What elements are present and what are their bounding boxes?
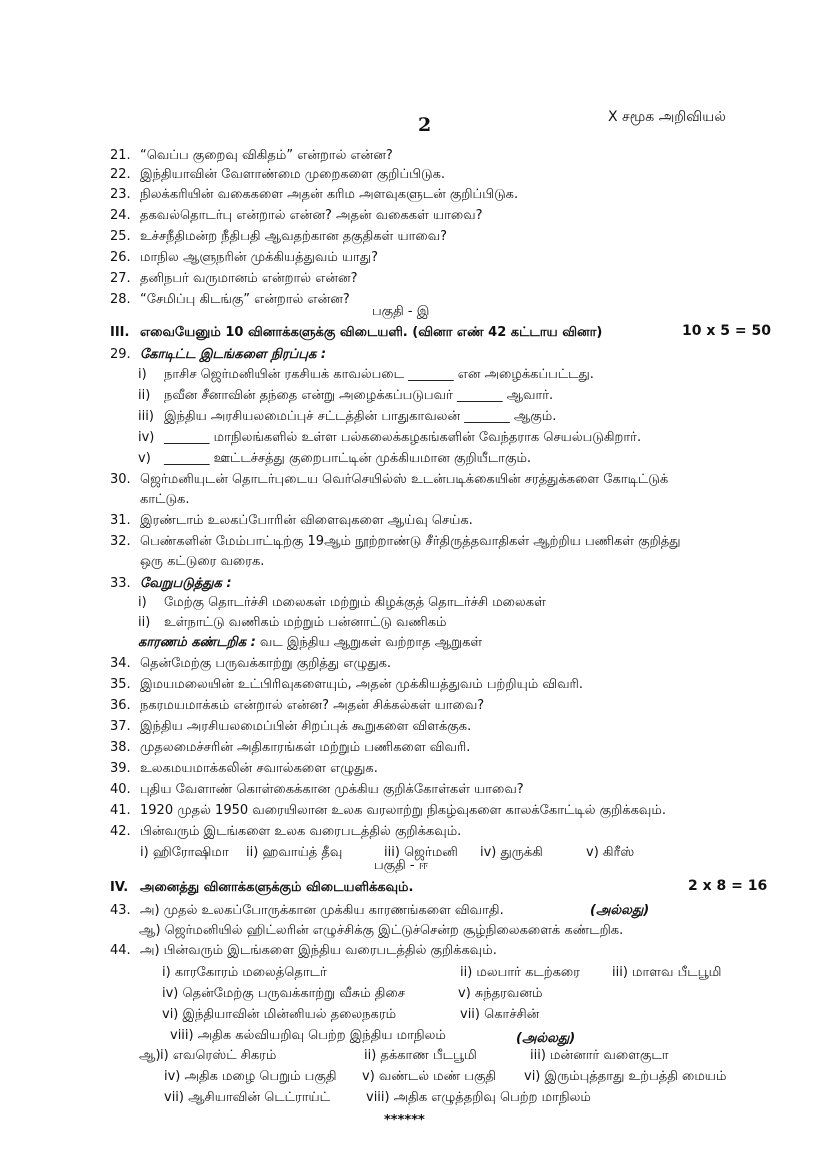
question-37: 37. இந்திய அரசியலமைப்பின் சிறப்புக் கூறுகளை விளக்குக.	[110, 719, 472, 734]
question-29: 29. கோடிட்ட இடங்களை நிரப்புக :	[110, 347, 327, 362]
q29-item-3: iii) இந்திய அரசியலமைப்புச் சட்டத்தின் பாதுகாவலன் _______ ஆகும்.	[138, 409, 557, 424]
q29-item-1: i) நாசிச ஜெர்மனியின் ரகசியக் காவல்படை _______ என அழைக்கப்பட்டது.	[138, 367, 594, 382]
q44b-item-5: v) வண்டல் மண் பகுதி	[362, 1069, 497, 1084]
subject-title: X சமூக அறிவியல்	[608, 109, 726, 125]
question-25: 25. உச்சநீதிமன்ற நீதிபதி ஆவதற்கான தகுதிகள் யாவை?	[110, 229, 448, 244]
q42-place-4: iv) துருக்கி	[480, 845, 543, 860]
q44b-item-1: i) எவரெஸ்ட் சிகரம்	[160, 1048, 277, 1063]
question-43b: ஆ) ஜெர்மனியில் ஹிட்லரின் எழுச்சிக்கு இட்டுச்சென்ற சூழ்நிலைகளைக் கண்டறிக.	[139, 923, 624, 938]
q44b-item-2: ii) தக்காண பீடபூமி	[364, 1048, 477, 1063]
q42-place-2: ii) ஹவாய்த் தீவு	[246, 845, 343, 860]
part3-marks: 10 x 5 = 50	[682, 323, 771, 339]
q42-place-3: iii) ஜெர்மனி	[384, 845, 458, 860]
footer-stars: ******	[384, 1113, 425, 1128]
part3-heading: பகுதி - இ	[372, 304, 430, 319]
question-38: 38. முதலமைச்சரின் அதிகாரங்கள் மற்றும் பணிகளை விவரி.	[110, 740, 471, 755]
q44b-item-8: viii) அதிக எழுத்தறிவு பெற்ற மாநிலம்	[366, 1090, 591, 1105]
question-41: 41. 1920 முதல் 1950 வரையிலான உலக வரலாற்று நிகழ்வுகளை காலக்கோட்டில் குறிக்கவும்.	[110, 803, 666, 818]
question-35: 35. இமயமலையின் உட்பிரிவுகளையும், அதன் முக்கியத்துவம் பற்றியும் விவரி.	[110, 677, 584, 692]
question-27: 27. தனிநபர் வருமானம் என்றால் என்ன?	[110, 271, 358, 286]
q44a-item-6: vi) இந்தியாவின் மின்னியல் தலைநகரம்	[162, 1007, 397, 1022]
q44a-item-2: ii) மலபார் கடற்கரை	[460, 965, 580, 980]
question-43a: 43. அ) முதல் உலகப்போருக்கான முக்கிய காரணங்களை விவாதி.	[110, 903, 504, 918]
q44a-item-5: v) சுந்தரவனம்	[458, 986, 543, 1001]
q44a-item-7: vii) கொச்சின்	[460, 1007, 540, 1022]
question-42: 42. பின்வரும் இடங்களை உலக வரைபடத்தில் குறிக்கவும்.	[110, 824, 462, 839]
q44b-item-6: vi) இரும்புத்தாது உற்பத்தி மையம்	[524, 1069, 727, 1084]
q29-item-2: ii) நவீன சீனாவின் தந்தை என்று அழைக்கப்படுபவர் _______ ஆவார்.	[138, 388, 554, 403]
q33-item-1: i) மேற்கு தொடர்ச்சி மலைகள் மற்றும் கிழக்குத் தொடர்ச்சி மலைகள்	[138, 595, 546, 610]
question-24: 24. தகவல்தொடர்பு என்றால் என்ன? அதன் வகைகள் யாவை?	[110, 208, 483, 223]
question-31: 31. இரண்டாம் உலகப்போரின் விளைவுகளை ஆய்வு செய்க.	[110, 513, 473, 528]
q42-place-5: v) கிரீஸ்	[586, 845, 635, 860]
question-30-cont: காட்டுக.	[140, 492, 190, 507]
q44a-item-1: i) காரகோரம் மலைத்தொடர்	[162, 965, 327, 980]
question-23: 23. நிலக்கரியின் வகைகளை அதன் கரிம அளவுகளுடன் குறிப்பிடுக.	[110, 187, 519, 202]
q42-place-1: i) ஹிரோஷிமா	[140, 845, 229, 860]
question-33: 33. வேறுபடுத்துக :	[110, 576, 232, 591]
question-40: 40. புதிய வேளாண் கொள்கைக்கான முக்கிய குறிக்கோள்கள் யாவை?	[110, 782, 524, 797]
q44-or: (அல்லது)	[516, 1031, 576, 1046]
question-21: 21. “வெப்ப குறைவு விகிதம்” என்றால் என்ன?	[110, 148, 393, 163]
q44b-label: ஆ)	[139, 1048, 161, 1063]
q29-item-5: v) _______ ஊட்டச்சத்து குறைபாட்டின் முக்கியமான குறியீடாகும்.	[138, 451, 532, 466]
part4-heading: பகுதி - ஈ	[374, 858, 428, 873]
part4-marks: 2 x 8 = 16	[688, 878, 768, 894]
question-22: 22. இந்தியாவின் வேளாண்மை முறைகளை குறிப்பிடுக.	[110, 167, 446, 182]
question-36: 36. நகரமயமாக்கம் என்றால் என்ன? அதன் சிக்கல்கள் யாவை?	[110, 698, 485, 713]
q33-item-2: ii) உள்நாட்டு வணிகம் மற்றும் பன்னாட்டு வணிகம்	[138, 615, 447, 630]
q29-item-4: iv) _______ மாநிலங்களில் உள்ள பல்கலைக்கழகங்களின் வேந்தராக செயல்படுகிறார்.	[138, 430, 642, 445]
question-26: 26. மாநில ஆளுநரின் முக்கியத்துவம் யாது?	[110, 250, 379, 265]
q33-reason: காரணம் கண்டறிக : வட இந்திய ஆறுகள் வற்றாத ஆறுகள்	[138, 635, 483, 650]
page-number: 2	[418, 114, 432, 136]
q43-or: (அல்லது)	[590, 903, 650, 918]
q44b-item-3: iii) மன்னார் வளைகுடா	[530, 1048, 669, 1063]
question-30: 30. ஜெர்மனியுடன் தொடர்புடைய வெர்செயில்ஸ் உடன்படிக்கையின் சரத்துக்களை கோடிட்டுக்	[110, 472, 669, 487]
q44b-item-7: vii) ஆசியாவின் டெட்ராய்ட்	[164, 1090, 331, 1105]
q44a-item-8: viii) அதிக கல்வியறிவு பெற்ற இந்திய மாநிலம்	[170, 1028, 446, 1043]
question-39: 39. உலகமயமாக்கலின் சவால்களை எழுதுக.	[110, 761, 378, 776]
part4-instruction: IV. அனைத்து வினாக்களுக்கும் விடையளிக்கவும்.	[110, 880, 414, 895]
q44a-item-4: iv) தென்மேற்கு பருவக்காற்று வீசும் திசை	[162, 986, 405, 1001]
part3-instruction: III. எவையேனும் 10 வினாக்களுக்கு விடையளி. (வினா எண் 42 கட்டாய வினா)	[110, 325, 603, 340]
q44a-item-3: iii) மாளவ பீடபூமி	[612, 965, 722, 980]
question-44a: 44. அ) பின்வரும் இடங்களை இந்திய வரைபடத்தில் குறிக்கவும்.	[110, 943, 497, 958]
q44b-item-4: iv) அதிக மழை பெறும் பகுதி	[164, 1069, 337, 1084]
question-32-cont: ஒரு கட்டுரை வரைக.	[140, 554, 265, 569]
question-34: 34. தென்மேற்கு பருவக்காற்று குறித்து எழுதுக.	[110, 656, 392, 671]
question-32: 32. பெண்களின் மேம்பாட்டிற்கு 19ஆம் நூற்றாண்டு சீர்திருத்தவாதிகள் ஆற்றிய பணிகள் குறித்து	[110, 534, 681, 549]
question-28: 28. “சேமிப்பு கிடங்கு” என்றால் என்ன?	[110, 292, 350, 307]
